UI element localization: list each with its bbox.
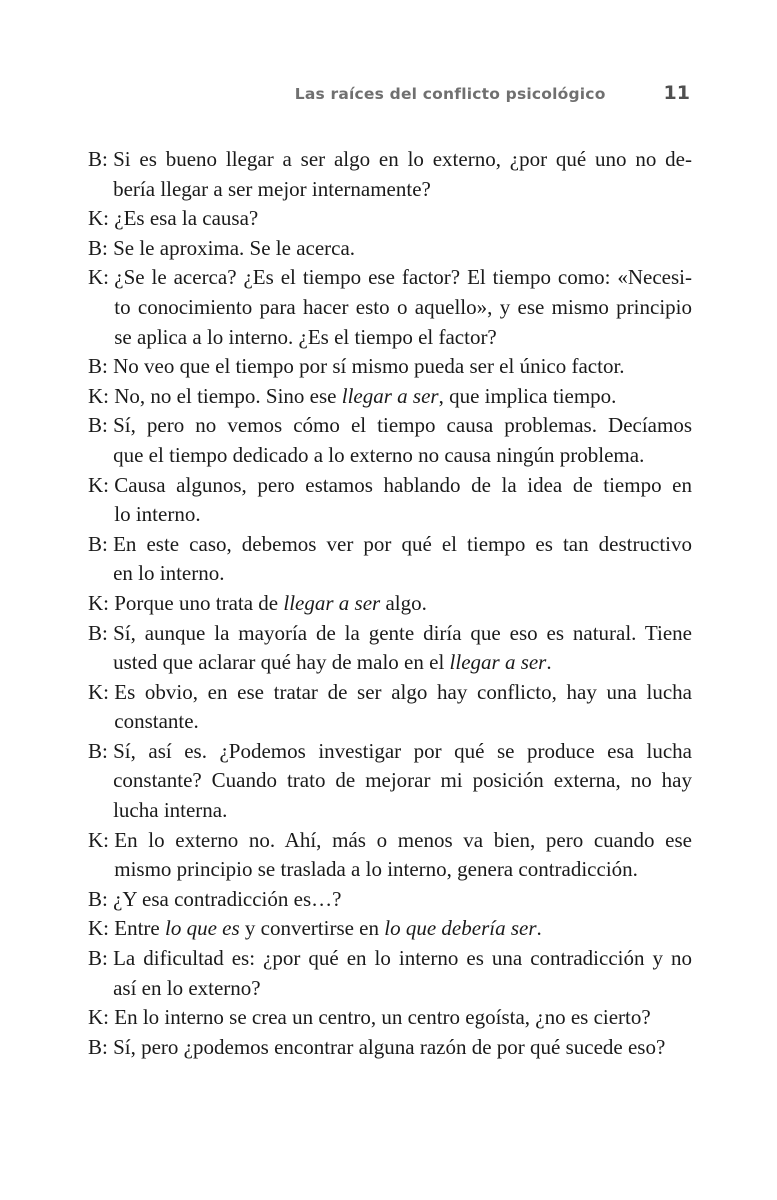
text-segment: . (546, 650, 552, 675)
dialogue-entry (88, 944, 692, 1003)
dialogue-text (114, 204, 692, 234)
dialogue-entry (88, 263, 692, 352)
dialogue-body (88, 145, 692, 1062)
speaker-label: B: (88, 738, 114, 763)
text-line (113, 944, 692, 974)
chapter-title: Las raíces del conflicto psicológico (294, 85, 606, 103)
text-segment: algo. (380, 590, 427, 615)
text-segment: Porque uno trata de (114, 590, 284, 615)
dialogue-entry (88, 234, 692, 264)
dialogue-entry (88, 589, 692, 619)
page-number: 11 (663, 82, 690, 104)
text-line (113, 766, 692, 796)
text-segment: , que implica tiempo. (438, 383, 617, 408)
text-segment: Sí, pero no vemos cómo el tiempo causa problemas. Decíamos (113, 413, 692, 438)
dialogue-entry (88, 382, 692, 412)
text-segment: ¿Es esa la causa? (114, 206, 259, 231)
text-line (113, 796, 692, 826)
text-segment: constante. (114, 709, 199, 734)
text-line (114, 1003, 692, 1033)
text-line (113, 885, 692, 915)
text-segment: No, no el tiempo. Sino ese (114, 383, 342, 408)
text-line (114, 678, 692, 708)
text-line (114, 382, 692, 412)
text-segment: Si es bueno llegar a ser algo en lo externo, ¿por qué uno no de- (113, 147, 692, 171)
text-segment: No veo que el tiempo por sí mismo pueda ser el único factor. (113, 354, 625, 379)
italic-phrase: llegar a ser (341, 383, 439, 408)
text-segment: lucha interna. (113, 798, 228, 823)
dialogue-text (114, 589, 692, 619)
text-segment: La dificultad es: ¿por qué en lo interno es una contradicción y no (113, 946, 692, 971)
text-line (114, 323, 692, 353)
text-line (114, 914, 692, 944)
speaker-label: B: (88, 147, 114, 171)
italic-phrase: llegar a ser (283, 590, 381, 615)
text-line (113, 1033, 692, 1063)
dialogue-text (113, 1033, 692, 1063)
text-line (113, 175, 692, 205)
text-line (114, 204, 692, 234)
text-segment: que el tiempo dedicado a lo externo no causa ningún problema. (113, 442, 645, 467)
text-line (113, 530, 692, 560)
text-line (113, 411, 692, 441)
text-segment: Entre (114, 916, 165, 941)
dialogue-entry (88, 530, 692, 589)
dialogue-text (113, 885, 692, 915)
text-segment: constante? Cuando trato de mejorar mi posición externa, no hay (113, 768, 692, 793)
dialogue-text (114, 1003, 692, 1033)
text-segment: así en lo externo? (113, 975, 261, 1000)
text-segment: mismo principio se traslada a lo interno, genera contradicción. (114, 857, 638, 882)
text-line (113, 352, 692, 382)
speaker-label: K: (88, 383, 115, 408)
text-segment: se aplica a lo interno. ¿Es el tiempo el factor? (114, 324, 497, 349)
dialogue-entry (88, 145, 692, 204)
text-segment: En este caso, debemos ver por qué el tiempo es tan destructivo (113, 531, 692, 556)
text-line (113, 441, 692, 471)
text-line (114, 707, 692, 737)
dialogue-entry (88, 619, 692, 678)
dialogue-text (114, 678, 692, 737)
text-line (114, 826, 692, 856)
dialogue-text (114, 914, 692, 944)
speaker-label: K: (88, 1005, 115, 1030)
speaker-label: B: (88, 620, 114, 645)
speaker-label: B: (88, 413, 114, 438)
dialogue-text (114, 263, 692, 352)
text-segment: ¿Y esa contradicción es…? (113, 886, 342, 911)
dialogue-entry (88, 471, 692, 530)
text-segment: Sí, aunque la mayoría de la gente diría que eso es natural. Tiene (113, 620, 692, 645)
italic-phrase: lo que debería ser (384, 916, 537, 941)
dialogue-text (113, 411, 692, 470)
dialogue-entry (88, 411, 692, 470)
text-line (114, 855, 692, 885)
speaker-label: K: (88, 265, 115, 290)
speaker-label: K: (88, 916, 115, 941)
text-line (114, 589, 692, 619)
dialogue-entry (88, 678, 692, 737)
speaker-label: K: (88, 472, 115, 497)
text-line (114, 293, 692, 323)
text-line (113, 737, 692, 767)
dialogue-entry (88, 885, 692, 915)
speaker-label: B: (88, 1034, 114, 1059)
text-segment: Es obvio, en ese tratar de ser algo hay conflicto, hay una lucha (114, 679, 692, 704)
speaker-label: K: (88, 827, 115, 852)
dialogue-text (113, 145, 692, 204)
text-segment: Causa algunos, pero estamos hablando de la idea de tiempo en (114, 472, 692, 497)
text-segment: usted que aclarar qué hay de malo en el (113, 650, 450, 675)
text-segment: bería llegar a ser mejor internamente? (113, 176, 431, 201)
speaker-label: K: (88, 590, 115, 615)
text-segment: Se le aproxima. Se le acerca. (113, 235, 356, 260)
dialogue-entry (88, 1003, 692, 1033)
speaker-label: B: (88, 235, 114, 260)
text-segment: En lo interno se crea un centro, un centro egoísta, ¿no es cierto? (114, 1005, 651, 1030)
text-line (113, 145, 692, 175)
text-line (113, 648, 692, 678)
dialogue-text (113, 234, 692, 264)
speaker-label: B: (88, 354, 114, 379)
speaker-label: B: (88, 531, 114, 556)
dialogue-text (114, 471, 692, 530)
text-segment: Sí, así es. ¿Podemos investigar por qué se produce esa lucha (113, 738, 692, 763)
dialogue-text (113, 619, 692, 678)
text-line (114, 500, 692, 530)
dialogue-text (113, 737, 692, 826)
text-line (113, 619, 692, 649)
dialogue-text (114, 826, 692, 885)
dialogue-entry (88, 826, 692, 885)
dialogue-entry (88, 914, 692, 944)
text-segment: ¿Se le acerca? ¿Es el tiempo ese factor? El tiempo como: «Necesi- (114, 265, 692, 290)
dialogue-text (114, 382, 692, 412)
speaker-label: B: (88, 886, 114, 911)
text-segment: y convertirse en (239, 916, 385, 941)
italic-phrase: lo que es (164, 916, 240, 941)
text-segment: Sí, pero ¿podemos encontrar alguna razón de por qué sucede eso? (113, 1034, 666, 1059)
dialogue-text (113, 944, 692, 1003)
text-segment: en lo interno. (113, 561, 225, 586)
text-line (113, 974, 692, 1004)
italic-phrase: llegar a ser (449, 650, 547, 675)
text-segment: to conocimiento para hacer esto o aquello», y ese mismo principio (114, 294, 692, 319)
dialogue-entry (88, 1033, 692, 1063)
text-segment: . (536, 916, 542, 941)
text-line (114, 471, 692, 501)
speaker-label: B: (88, 946, 114, 971)
dialogue-entry (88, 352, 692, 382)
text-line (113, 559, 692, 589)
running-header (88, 82, 690, 104)
dialogue-text (113, 530, 692, 589)
text-line (113, 234, 692, 264)
dialogue-entry (88, 204, 692, 234)
speaker-label: K: (88, 679, 115, 704)
text-segment: lo interno. (114, 502, 201, 527)
dialogue-text (113, 352, 692, 382)
speaker-label: K: (88, 206, 115, 231)
text-segment: En lo externo no. Ahí, más o menos va bien, pero cuando ese (114, 827, 692, 852)
text-line (114, 263, 692, 293)
dialogue-entry (88, 737, 692, 826)
